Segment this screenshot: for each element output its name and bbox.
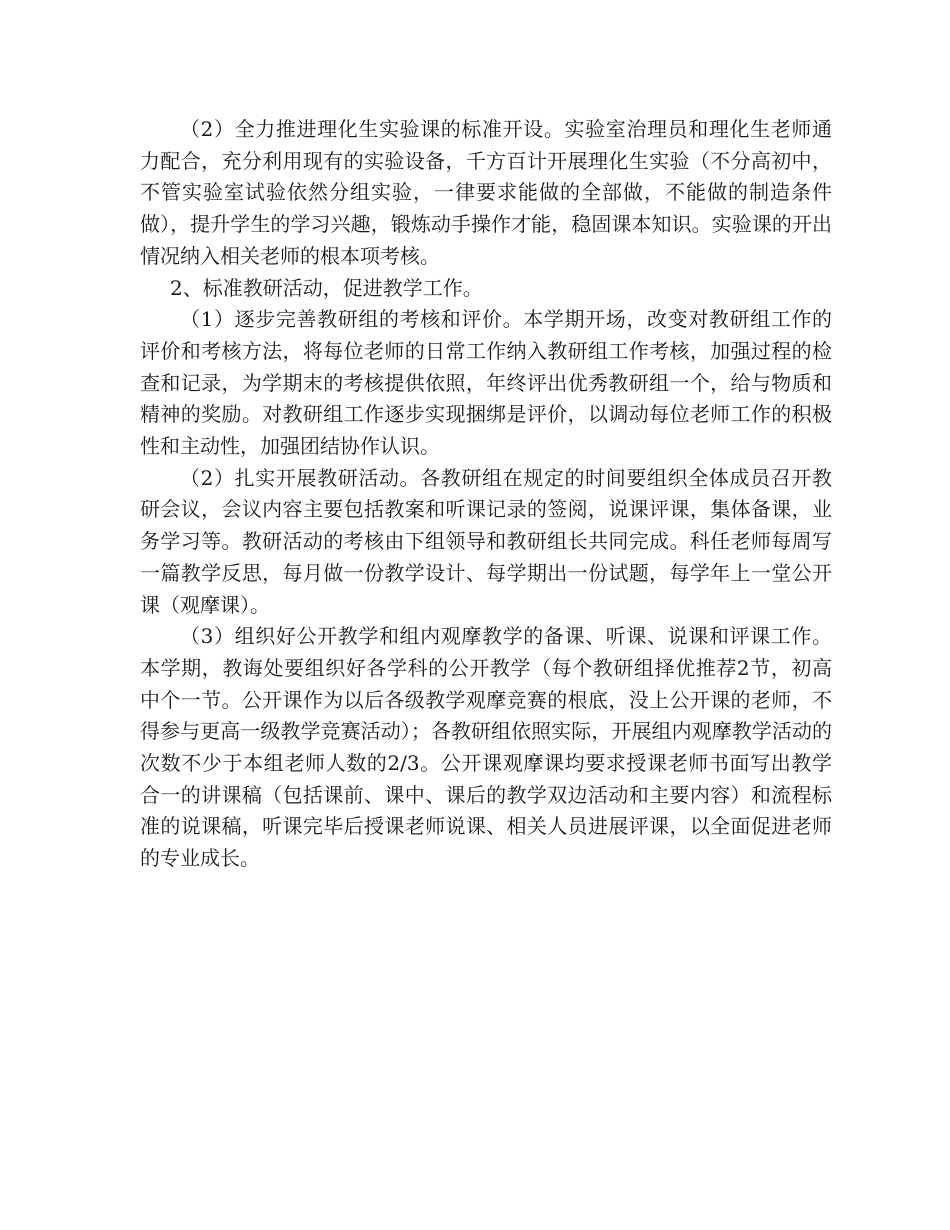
paragraph-open-lessons: （3）组织好公开教学和组内观摩教学的备课、听课、说课和评课工作。本学期，教诲处要组织好各学科的公开教学（每个教研组择优推荐2节，初高中个一节。公开课作为以后各级教学观摩竞赛的根底，没上公开课的老师，不得参与更高一级教学竞赛活动）；各教研组依照实际，开展组内观摩教学活动的次数不少于本组老师人数的2/3。公开课观摩课均要求授课老师书面写出教学合一的讲课稿（包括课前、课中、课后的教学双边活动和主要内容）和流程标准的说课稿，听课完毕后授课老师说课、相关人员进展评课，以全面促进老师的专业成长。 — [140, 624, 832, 871]
paragraph-evaluation: （1）逐步完善教研组的考核和评价。本学期开场，改变对教研组工作的评价和考核方法，将每位老师的日常工作纳入教研组工作考核，加强过程的检查和记录，为学期末的考核提供依照，年终评出优秀教研组一个，给与物质和精神的奖励。对教研组工作逐步实现捆绑是评价，以调动每位老师工作的积极性和主动性，加强团结协作认识。 — [140, 307, 832, 459]
paragraph-section-2-heading: 2、标准教研活动，促进教学工作。 — [170, 275, 483, 300]
paragraph-research-activities: （2）扎实开展教研活动。各教研组在规定的时间要组织全体成员召开教研会议，会议内容主要包括教案和听课记录的签阅，说课评课，集体备课，业务学习等。教研活动的考核由下组领导和教研组长共同完成。科任老师每周写一篇教学反思，每月做一份教学设计、每学期出一份试题，每学年上一堂公开课（观摩课）。 — [140, 465, 832, 617]
paragraph-lab-courses: （2）全力推进理化生实验课的标准开设。实验室治理员和理化生老师通力配合，充分利用现有的实验设备，千方百计开展理化生实验（不分高初中，不管实验室试验依然分组实验，一律要求能做的全部做，不能做的制造条件做），提升学生的学习兴趣，锻炼动手操作才能，稳固课本知识。实验课的开出情况纳入相关老师的根本项考核。 — [140, 117, 832, 268]
document-body — [140, 114, 832, 875]
